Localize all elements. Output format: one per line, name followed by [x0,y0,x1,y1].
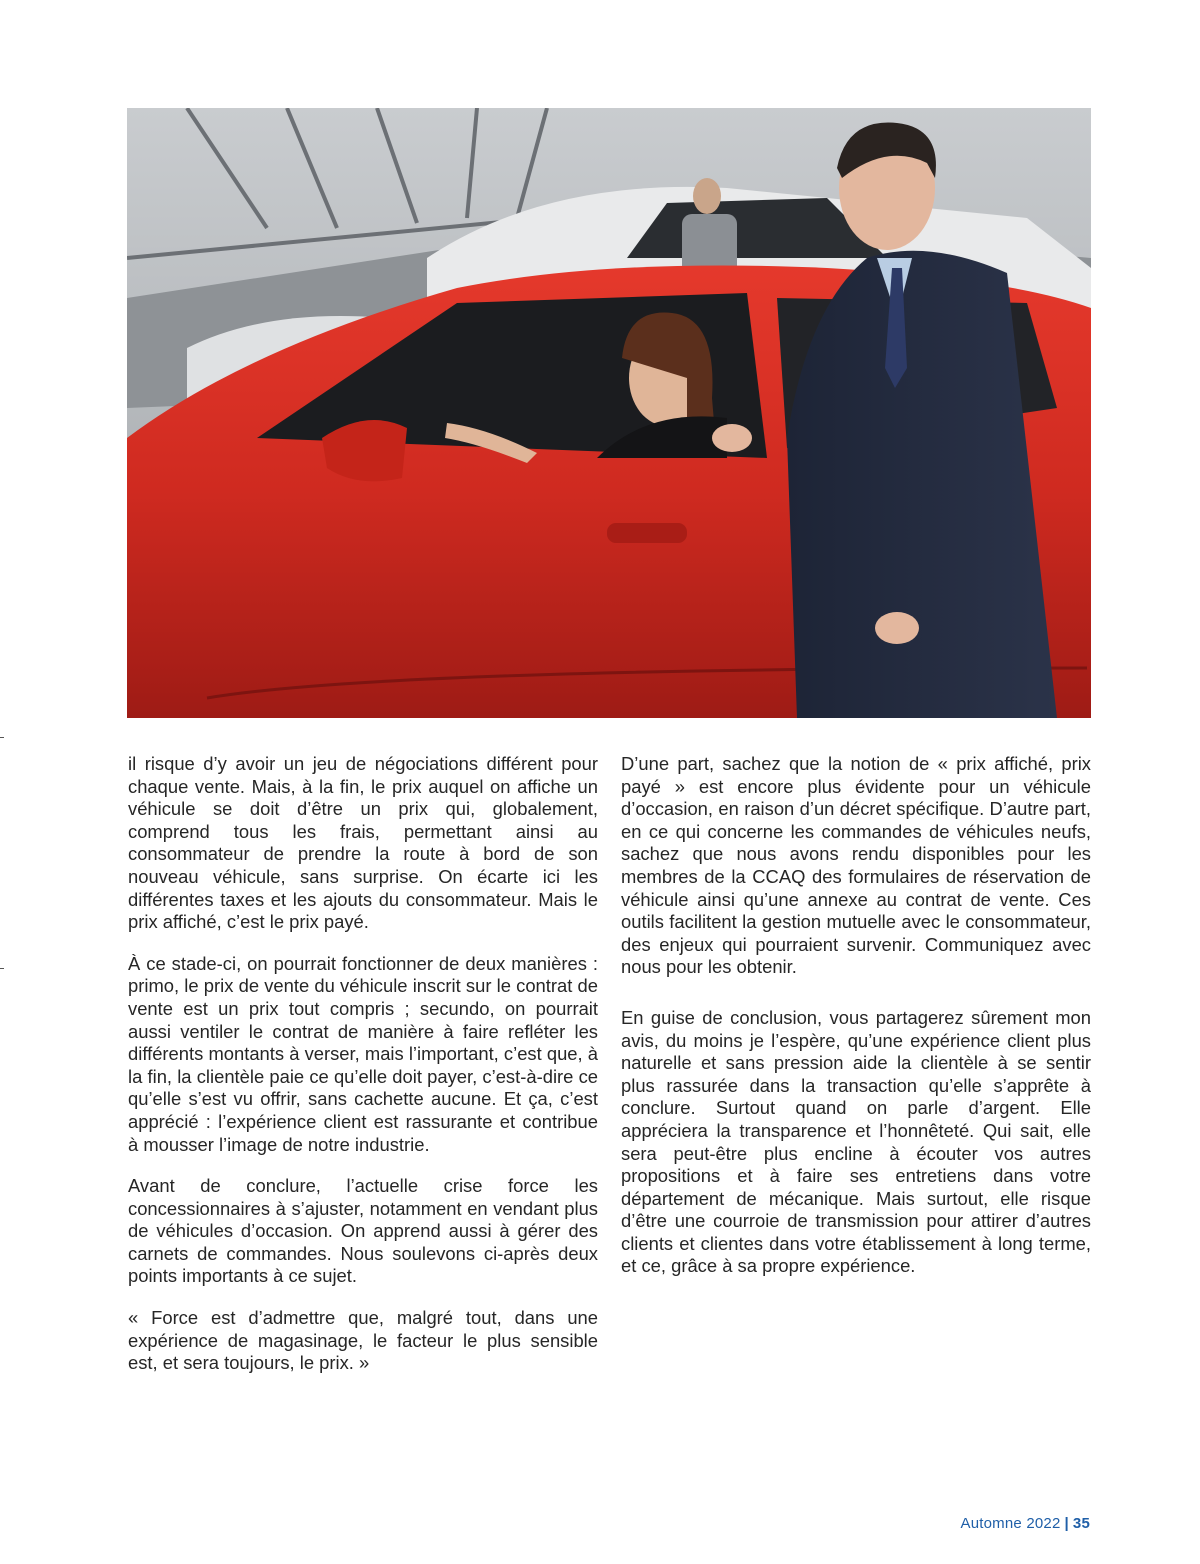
paragraph: Avant de conclure, l’actuelle crise force les concessionnaires à s’ajuster, notamment en vendant plus de véhicules d’occasion. On apprend aussi à gérer des carnets de commandes. Nous soulevons ci-après deux points importants à ce sujet. [128,1175,598,1287]
showroom-illustration [127,108,1091,718]
door-handle [607,523,687,543]
paragraph: À ce stade-ci, on pourrait fonctionner de deux manières : primo, le prix de vente du véhicule inscrit sur le contrat de vente est un prix tout compris ; secundo, on pourrait aussi ventiler le contrat de manière à faire refléter les différents montants à verser, mais l’important, c’est que, à la fin, la clientèle paie ce qu’elle doit payer, c’est-à-dire ce qu’elle s’est vu offrir, sans cachette aucune. Et ça, c’est apprécié : l’expérience client est rassurante et contribue à mousser l’image de notre industrie. [128,952,598,1155]
page-footer [961,1515,1090,1532]
paragraph: D’une part, sachez que la notion de « prix affiché, prix payé » est encore plus évidente pour un véhicule d’occasion, en raison d’un décret spécifique. D’autre part, en ce qui concerne les commandes de véhicules neufs, sachez que nous avons rendu disponibles pour les membres de la CCAQ des formulaires de réservation de véhicule ainsi qu’une annexe au contrat de vente. Ces outils facilitent la gestion mutuelle avec le consommateur, des enjeux qui pourraient survenir. Communiquez avec nous pour les obtenir. [621,753,1091,978]
footer-separator: | [1064,1515,1069,1532]
pull-quote: « Force est d’admettre que, malgré tout, dans une expérience de magasinage, le facteur le plus sensible est, et sera toujours, le prix. » [128,1307,598,1374]
article-column-left [128,753,598,1394]
salesman-hand [712,424,752,452]
issue-label: Automne 2022 [960,1515,1061,1532]
paragraph: il risque d’y avoir un jeu de négociations différent pour chaque vente. Mais, à la fin, le prix auquel on affiche un véhicule se doit d’être un prix qui, globalement, comprend tous les frais, permettant ainsi au consommateur de prendre la route à bord de son nouveau véhicule, sans surprise. On écarte ici les différentes taxes et les ajouts du consommateur. Mais le prix affiché, c’est le prix payé. [128,753,598,933]
page-number: 35 [1072,1515,1090,1532]
hero-photo [127,108,1091,718]
crop-mark [0,968,4,969]
crop-mark [0,737,4,738]
article-column-right [621,753,1091,1297]
paragraph: En guise de conclusion, vous partagerez sûrement mon avis, du moins je l’espère, qu’une expérience client plus naturelle et sans pression aide la clientèle à se sentir plus rassurée dans la transaction qu’elle s’apprête à conclure. Surtout quand on parle d’argent. Elle appréciera la transparence et l’honnêteté. Qui sait, elle sera peut-être plus encline à écouter vos autres propositions et à faire ses entretiens dans votre département de mécanique. Mais surtout, elle risque d’être une courroie de transmission pour attirer d’autres clients et clientes dans votre établissement à long terme, et ce, grâce à sa propre expérience. [621,1006,1091,1277]
